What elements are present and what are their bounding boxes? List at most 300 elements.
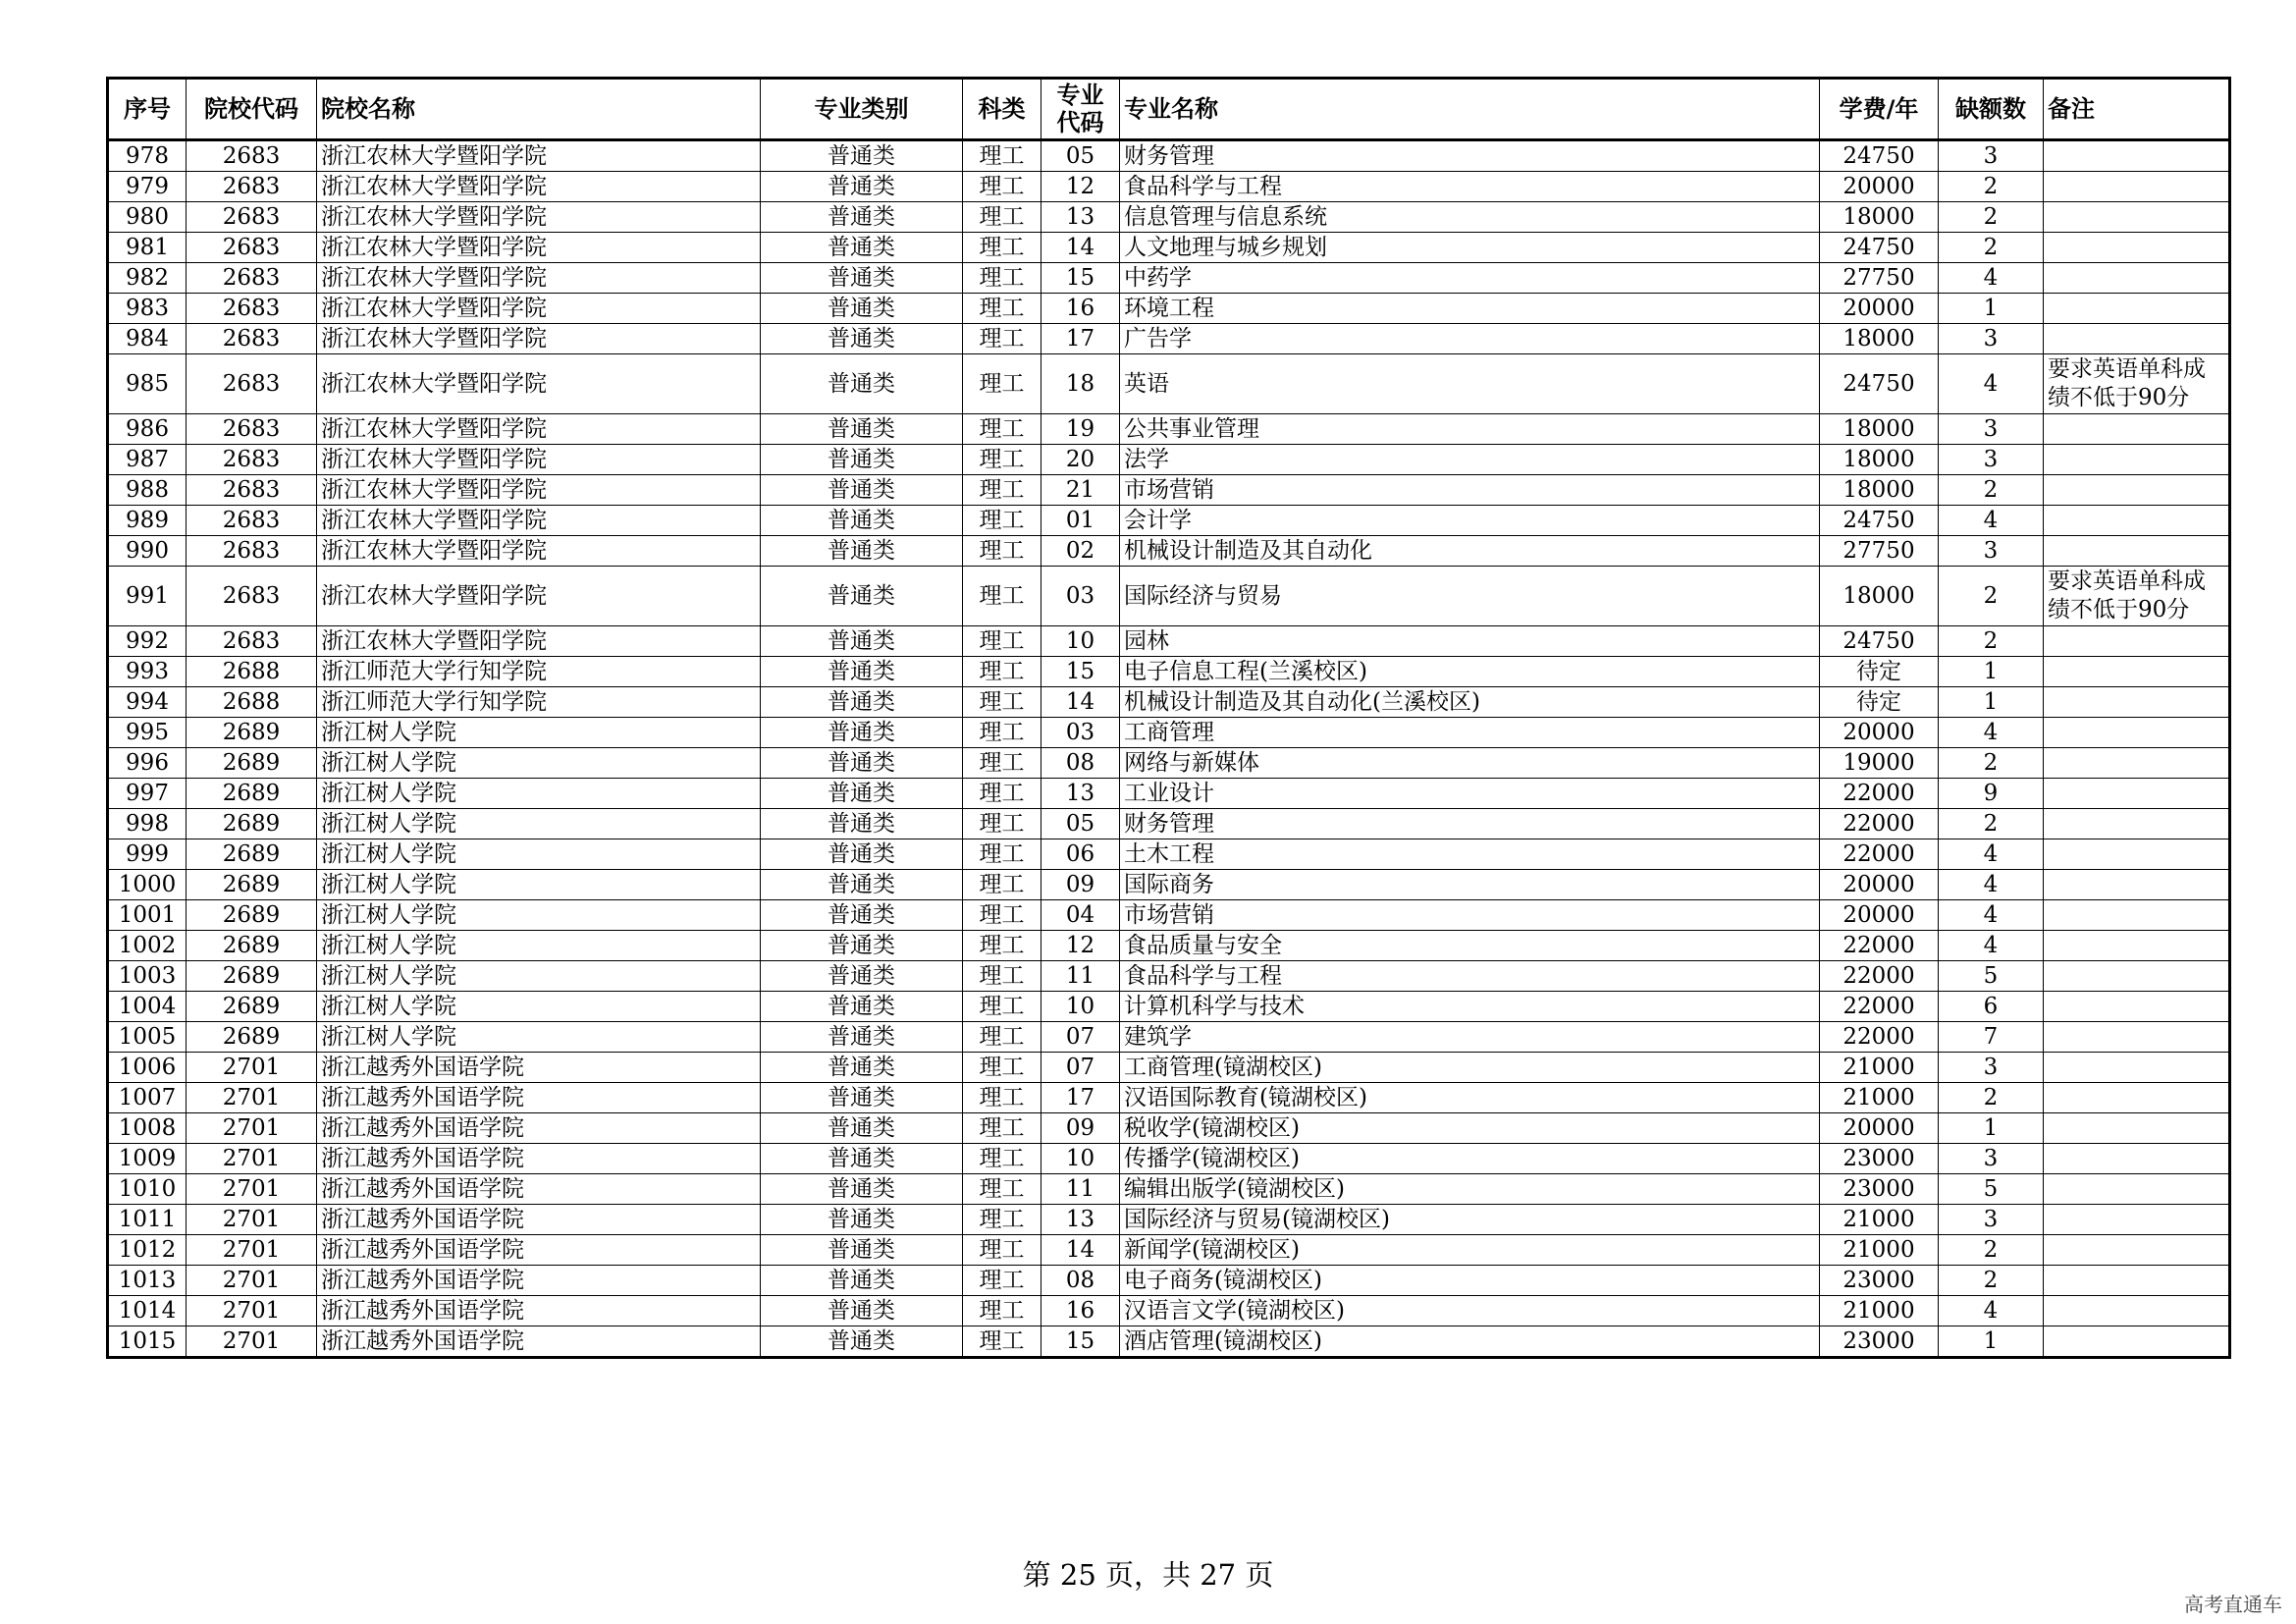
cell-school-name: 浙江树人学院	[317, 779, 761, 809]
cell-tuition: 18000	[1820, 445, 1939, 475]
cell-subject: 理工	[963, 718, 1041, 748]
cell-note	[2044, 839, 2230, 870]
cell-subject: 理工	[963, 900, 1041, 931]
cell-tuition: 24750	[1820, 506, 1939, 536]
cell-note	[2044, 294, 2230, 324]
cell-major-name: 工商管理	[1120, 718, 1820, 748]
watermark-text: 高考直通车	[2184, 1593, 2282, 1616]
cell-subject: 理工	[963, 140, 1041, 172]
cell-note	[2044, 1205, 2230, 1235]
cell-school-code: 2683	[187, 233, 317, 263]
cell-note	[2044, 202, 2230, 233]
cell-major-type: 普通类	[761, 687, 963, 718]
cell-school-name: 浙江越秀外国语学院	[317, 1083, 761, 1113]
cell-subject: 理工	[963, 263, 1041, 294]
cell-tuition: 27750	[1820, 536, 1939, 567]
cell-note	[2044, 931, 2230, 961]
cell-subject: 理工	[963, 870, 1041, 900]
cell-major-type: 普通类	[761, 1144, 963, 1174]
cell-subject: 理工	[963, 961, 1041, 992]
table-row	[108, 779, 2230, 809]
table-row	[108, 961, 2230, 992]
cell-major-code: 04	[1041, 900, 1120, 931]
cell-school-name: 浙江农林大学暨阳学院	[317, 354, 761, 414]
cell-note	[2044, 172, 2230, 202]
cell-subject: 理工	[963, 626, 1041, 657]
cell-subject: 理工	[963, 202, 1041, 233]
cell-major-name: 中药学	[1120, 263, 1820, 294]
cell-vacancies: 3	[1939, 536, 2044, 567]
cell-major-type: 普通类	[761, 1053, 963, 1083]
cell-seq: 988	[108, 475, 187, 506]
cell-major-type: 普通类	[761, 718, 963, 748]
cell-major-code: 12	[1041, 931, 1120, 961]
cell-note	[2044, 536, 2230, 567]
table-row	[108, 1174, 2230, 1205]
cell-school-name: 浙江农林大学暨阳学院	[317, 445, 761, 475]
cell-tuition: 23000	[1820, 1144, 1939, 1174]
table-row	[108, 1235, 2230, 1266]
cell-major-type: 普通类	[761, 445, 963, 475]
cell-vacancies: 2	[1939, 202, 2044, 233]
cell-major-name: 国际经济与贸易(镜湖校区)	[1120, 1205, 1820, 1235]
cell-school-name: 浙江农林大学暨阳学院	[317, 172, 761, 202]
cell-note	[2044, 809, 2230, 839]
cell-seq: 982	[108, 263, 187, 294]
cell-note	[2044, 1296, 2230, 1326]
cell-vacancies: 3	[1939, 1144, 2044, 1174]
cell-subject: 理工	[963, 414, 1041, 445]
cell-note	[2044, 1266, 2230, 1296]
cell-major-name: 网络与新媒体	[1120, 748, 1820, 779]
cell-vacancies: 4	[1939, 900, 2044, 931]
cell-school-code: 2688	[187, 687, 317, 718]
cell-major-type: 普通类	[761, 992, 963, 1022]
cell-tuition: 23000	[1820, 1174, 1939, 1205]
cell-subject: 理工	[963, 354, 1041, 414]
cell-school-code: 2683	[187, 414, 317, 445]
cell-major-type: 普通类	[761, 263, 963, 294]
cell-major-type: 普通类	[761, 1235, 963, 1266]
cell-major-code: 13	[1041, 202, 1120, 233]
cell-vacancies: 1	[1939, 657, 2044, 687]
table-row	[108, 475, 2230, 506]
cell-subject: 理工	[963, 1083, 1041, 1113]
cell-major-code: 10	[1041, 626, 1120, 657]
cell-note	[2044, 1022, 2230, 1053]
cell-school-name: 浙江树人学院	[317, 992, 761, 1022]
cell-major-name: 酒店管理(镜湖校区)	[1120, 1326, 1820, 1358]
cell-seq: 996	[108, 748, 187, 779]
cell-major-type: 普通类	[761, 324, 963, 354]
cell-vacancies: 4	[1939, 263, 2044, 294]
cell-vacancies: 4	[1939, 839, 2044, 870]
cell-major-code: 20	[1041, 445, 1120, 475]
cell-major-type: 普通类	[761, 354, 963, 414]
cell-major-type: 普通类	[761, 233, 963, 263]
cell-subject: 理工	[963, 294, 1041, 324]
cell-tuition: 21000	[1820, 1205, 1939, 1235]
cell-seq: 978	[108, 140, 187, 172]
cell-seq: 999	[108, 839, 187, 870]
cell-school-name: 浙江树人学院	[317, 718, 761, 748]
cell-seq: 995	[108, 718, 187, 748]
cell-major-code: 10	[1041, 992, 1120, 1022]
cell-major-name: 电子商务(镜湖校区)	[1120, 1266, 1820, 1296]
cell-subject: 理工	[963, 992, 1041, 1022]
table-row	[108, 931, 2230, 961]
cell-note	[2044, 445, 2230, 475]
cell-major-code: 08	[1041, 748, 1120, 779]
cell-note	[2044, 961, 2230, 992]
cell-major-name: 电子信息工程(兰溪校区)	[1120, 657, 1820, 687]
cell-major-name: 市场营销	[1120, 900, 1820, 931]
cell-school-code: 2683	[187, 567, 317, 626]
cell-vacancies: 3	[1939, 1205, 2044, 1235]
cell-vacancies: 4	[1939, 506, 2044, 536]
cell-school-code: 2701	[187, 1174, 317, 1205]
cell-tuition: 20000	[1820, 870, 1939, 900]
cell-major-name: 园林	[1120, 626, 1820, 657]
cell-vacancies: 1	[1939, 687, 2044, 718]
cell-vacancies: 9	[1939, 779, 2044, 809]
cell-major-code: 03	[1041, 567, 1120, 626]
cell-note: 要求英语单科成绩不低于90分	[2044, 354, 2230, 414]
cell-major-type: 普通类	[761, 202, 963, 233]
cell-tuition: 22000	[1820, 779, 1939, 809]
cell-seq: 1005	[108, 1022, 187, 1053]
table-row	[108, 870, 2230, 900]
table-row	[108, 263, 2230, 294]
table-row	[108, 414, 2230, 445]
cell-major-code: 10	[1041, 1144, 1120, 1174]
cell-vacancies: 2	[1939, 1083, 2044, 1113]
cell-major-code: 09	[1041, 870, 1120, 900]
cell-major-name: 食品科学与工程	[1120, 961, 1820, 992]
cell-subject: 理工	[963, 233, 1041, 263]
cell-major-code: 14	[1041, 1235, 1120, 1266]
cell-vacancies: 2	[1939, 748, 2044, 779]
cell-subject: 理工	[963, 1113, 1041, 1144]
cell-note	[2044, 1326, 2230, 1358]
cell-subject: 理工	[963, 1022, 1041, 1053]
cell-note	[2044, 1113, 2230, 1144]
cell-major-name: 环境工程	[1120, 294, 1820, 324]
cell-major-code: 01	[1041, 506, 1120, 536]
cell-seq: 989	[108, 506, 187, 536]
header-tuition: 学费/年	[1820, 79, 1939, 140]
cell-major-type: 普通类	[761, 931, 963, 961]
cell-tuition: 20000	[1820, 172, 1939, 202]
cell-note	[2044, 718, 2230, 748]
cell-school-code: 2683	[187, 506, 317, 536]
cell-major-code: 21	[1041, 475, 1120, 506]
page-footer: 第 25 页，共 27 页	[1022, 1558, 1274, 1592]
header-seq: 序号	[108, 79, 187, 140]
cell-vacancies: 2	[1939, 1235, 2044, 1266]
cell-school-name: 浙江农林大学暨阳学院	[317, 140, 761, 172]
table-row	[108, 657, 2230, 687]
cell-subject: 理工	[963, 1053, 1041, 1083]
cell-seq: 998	[108, 809, 187, 839]
cell-tuition: 24750	[1820, 140, 1939, 172]
cell-seq: 1011	[108, 1205, 187, 1235]
cell-school-name: 浙江越秀外国语学院	[317, 1144, 761, 1174]
cell-school-name: 浙江越秀外国语学院	[317, 1053, 761, 1083]
table-row	[108, 687, 2230, 718]
cell-tuition: 18000	[1820, 324, 1939, 354]
table-row	[108, 1113, 2230, 1144]
cell-subject: 理工	[963, 324, 1041, 354]
table-row	[108, 718, 2230, 748]
cell-major-name: 编辑出版学(镜湖校区)	[1120, 1174, 1820, 1205]
cell-school-code: 2701	[187, 1326, 317, 1358]
cell-note	[2044, 475, 2230, 506]
cell-school-name: 浙江越秀外国语学院	[317, 1296, 761, 1326]
cell-note	[2044, 687, 2230, 718]
cell-tuition: 23000	[1820, 1326, 1939, 1358]
cell-major-name: 汉语国际教育(镜湖校区)	[1120, 1083, 1820, 1113]
cell-major-name: 计算机科学与技术	[1120, 992, 1820, 1022]
table-row	[108, 172, 2230, 202]
cell-major-type: 普通类	[761, 748, 963, 779]
cell-tuition: 24750	[1820, 233, 1939, 263]
cell-note	[2044, 1053, 2230, 1083]
cell-vacancies: 6	[1939, 992, 2044, 1022]
cell-tuition: 21000	[1820, 1053, 1939, 1083]
table-row	[108, 1022, 2230, 1053]
cell-vacancies: 2	[1939, 172, 2044, 202]
cell-tuition: 22000	[1820, 931, 1939, 961]
cell-major-type: 普通类	[761, 172, 963, 202]
cell-vacancies: 4	[1939, 1296, 2044, 1326]
cell-school-code: 2689	[187, 900, 317, 931]
cell-vacancies: 7	[1939, 1022, 2044, 1053]
cell-subject: 理工	[963, 536, 1041, 567]
cell-school-code: 2689	[187, 1022, 317, 1053]
cell-school-code: 2689	[187, 748, 317, 779]
cell-tuition: 22000	[1820, 1022, 1939, 1053]
cell-seq: 1009	[108, 1144, 187, 1174]
cell-school-name: 浙江越秀外国语学院	[317, 1326, 761, 1358]
cell-school-code: 2689	[187, 718, 317, 748]
cell-subject: 理工	[963, 475, 1041, 506]
cell-school-name: 浙江树人学院	[317, 1022, 761, 1053]
table-row	[108, 354, 2230, 414]
table-row	[108, 536, 2230, 567]
cell-school-code: 2683	[187, 475, 317, 506]
table-row	[108, 1296, 2230, 1326]
cell-school-name: 浙江农林大学暨阳学院	[317, 567, 761, 626]
table-row	[108, 567, 2230, 626]
cell-subject: 理工	[963, 839, 1041, 870]
cell-major-code: 16	[1041, 1296, 1120, 1326]
cell-tuition: 20000	[1820, 1113, 1939, 1144]
cell-major-code: 17	[1041, 1083, 1120, 1113]
cell-school-code: 2701	[187, 1266, 317, 1296]
cell-major-type: 普通类	[761, 900, 963, 931]
cell-major-name: 信息管理与信息系统	[1120, 202, 1820, 233]
cell-subject: 理工	[963, 779, 1041, 809]
cell-major-code: 15	[1041, 1326, 1120, 1358]
table-row	[108, 1266, 2230, 1296]
cell-seq: 993	[108, 657, 187, 687]
cell-school-code: 2689	[187, 809, 317, 839]
cell-major-code: 18	[1041, 354, 1120, 414]
cell-vacancies: 3	[1939, 414, 2044, 445]
cell-subject: 理工	[963, 748, 1041, 779]
cell-major-name: 新闻学(镜湖校区)	[1120, 1235, 1820, 1266]
cell-major-type: 普通类	[761, 809, 963, 839]
cell-major-type: 普通类	[761, 626, 963, 657]
cell-major-code: 07	[1041, 1022, 1120, 1053]
cell-school-code: 2701	[187, 1235, 317, 1266]
header-note: 备注	[2044, 79, 2230, 140]
cell-seq: 983	[108, 294, 187, 324]
cell-school-code: 2701	[187, 1205, 317, 1235]
cell-major-name: 税收学(镜湖校区)	[1120, 1113, 1820, 1144]
cell-subject: 理工	[963, 1235, 1041, 1266]
cell-subject: 理工	[963, 809, 1041, 839]
cell-major-type: 普通类	[761, 1113, 963, 1144]
cell-major-name: 工商管理(镜湖校区)	[1120, 1053, 1820, 1083]
cell-school-code: 2683	[187, 324, 317, 354]
cell-major-code: 11	[1041, 1174, 1120, 1205]
cell-major-code: 09	[1041, 1113, 1120, 1144]
cell-tuition: 22000	[1820, 961, 1939, 992]
cell-major-type: 普通类	[761, 1174, 963, 1205]
cell-major-code: 14	[1041, 687, 1120, 718]
cell-major-name: 广告学	[1120, 324, 1820, 354]
cell-major-code: 05	[1041, 140, 1120, 172]
cell-tuition: 20000	[1820, 718, 1939, 748]
cell-school-name: 浙江越秀外国语学院	[317, 1113, 761, 1144]
cell-major-type: 普通类	[761, 1205, 963, 1235]
cell-school-code: 2683	[187, 140, 317, 172]
cell-school-name: 浙江农林大学暨阳学院	[317, 475, 761, 506]
cell-school-name: 浙江农林大学暨阳学院	[317, 626, 761, 657]
cell-major-code: 13	[1041, 1205, 1120, 1235]
cell-note	[2044, 1144, 2230, 1174]
cell-vacancies: 1	[1939, 1326, 2044, 1358]
cell-subject: 理工	[963, 567, 1041, 626]
cell-seq: 994	[108, 687, 187, 718]
cell-vacancies: 2	[1939, 1266, 2044, 1296]
cell-seq: 1004	[108, 992, 187, 1022]
cell-seq: 979	[108, 172, 187, 202]
header-row	[108, 79, 2230, 140]
cell-school-code: 2683	[187, 354, 317, 414]
cell-note	[2044, 1083, 2230, 1113]
cell-tuition: 18000	[1820, 475, 1939, 506]
cell-school-code: 2701	[187, 1053, 317, 1083]
cell-vacancies: 5	[1939, 1174, 2044, 1205]
cell-school-code: 2701	[187, 1083, 317, 1113]
cell-school-code: 2683	[187, 172, 317, 202]
cell-school-name: 浙江农林大学暨阳学院	[317, 536, 761, 567]
cell-vacancies: 2	[1939, 626, 2044, 657]
cell-note	[2044, 506, 2230, 536]
cell-subject: 理工	[963, 445, 1041, 475]
cell-school-code: 2701	[187, 1296, 317, 1326]
cell-note: 要求英语单科成绩不低于90分	[2044, 567, 2230, 626]
cell-tuition: 19000	[1820, 748, 1939, 779]
cell-major-name: 市场营销	[1120, 475, 1820, 506]
cell-note	[2044, 1174, 2230, 1205]
cell-subject: 理工	[963, 172, 1041, 202]
table-row	[108, 1053, 2230, 1083]
cell-school-code: 2701	[187, 1144, 317, 1174]
cell-major-name: 土木工程	[1120, 839, 1820, 870]
cell-school-code: 2683	[187, 294, 317, 324]
cell-note	[2044, 748, 2230, 779]
cell-major-name: 机械设计制造及其自动化(兰溪校区)	[1120, 687, 1820, 718]
cell-school-name: 浙江树人学院	[317, 839, 761, 870]
cell-seq: 981	[108, 233, 187, 263]
cell-subject: 理工	[963, 687, 1041, 718]
cell-subject: 理工	[963, 1144, 1041, 1174]
cell-vacancies: 5	[1939, 961, 2044, 992]
cell-major-type: 普通类	[761, 506, 963, 536]
cell-major-code: 02	[1041, 536, 1120, 567]
cell-tuition: 22000	[1820, 992, 1939, 1022]
cell-school-name: 浙江越秀外国语学院	[317, 1235, 761, 1266]
cell-school-name: 浙江农林大学暨阳学院	[317, 263, 761, 294]
cell-seq: 991	[108, 567, 187, 626]
cell-tuition: 21000	[1820, 1235, 1939, 1266]
cell-major-name: 财务管理	[1120, 140, 1820, 172]
cell-tuition: 20000	[1820, 900, 1939, 931]
header-school-code: 院校代码	[187, 79, 317, 140]
cell-note	[2044, 263, 2230, 294]
cell-major-code: 08	[1041, 1266, 1120, 1296]
cell-subject: 理工	[963, 1296, 1041, 1326]
cell-note	[2044, 779, 2230, 809]
cell-school-name: 浙江越秀外国语学院	[317, 1266, 761, 1296]
cell-tuition: 18000	[1820, 414, 1939, 445]
cell-vacancies: 3	[1939, 140, 2044, 172]
cell-school-code: 2683	[187, 445, 317, 475]
cell-major-name: 传播学(镜湖校区)	[1120, 1144, 1820, 1174]
table-row	[108, 202, 2230, 233]
table-row	[108, 1326, 2230, 1358]
cell-tuition: 22000	[1820, 839, 1939, 870]
cell-school-name: 浙江越秀外国语学院	[317, 1174, 761, 1205]
cell-major-type: 普通类	[761, 140, 963, 172]
cell-major-type: 普通类	[761, 870, 963, 900]
cell-major-type: 普通类	[761, 536, 963, 567]
cell-school-name: 浙江树人学院	[317, 961, 761, 992]
cell-seq: 1003	[108, 961, 187, 992]
cell-school-code: 2701	[187, 1113, 317, 1144]
cell-major-code: 05	[1041, 809, 1120, 839]
cell-major-name: 公共事业管理	[1120, 414, 1820, 445]
table-row	[108, 748, 2230, 779]
cell-tuition: 24750	[1820, 354, 1939, 414]
cell-seq: 1012	[108, 1235, 187, 1266]
cell-school-code: 2688	[187, 657, 317, 687]
table-row	[108, 992, 2230, 1022]
cell-school-code: 2689	[187, 870, 317, 900]
cell-school-name: 浙江农林大学暨阳学院	[317, 202, 761, 233]
cell-vacancies: 2	[1939, 233, 2044, 263]
cell-major-name: 机械设计制造及其自动化	[1120, 536, 1820, 567]
cell-major-type: 普通类	[761, 475, 963, 506]
cell-major-type: 普通类	[761, 1083, 963, 1113]
header-school-name: 院校名称	[317, 79, 761, 140]
cell-school-name: 浙江农林大学暨阳学院	[317, 506, 761, 536]
table-row	[108, 140, 2230, 172]
